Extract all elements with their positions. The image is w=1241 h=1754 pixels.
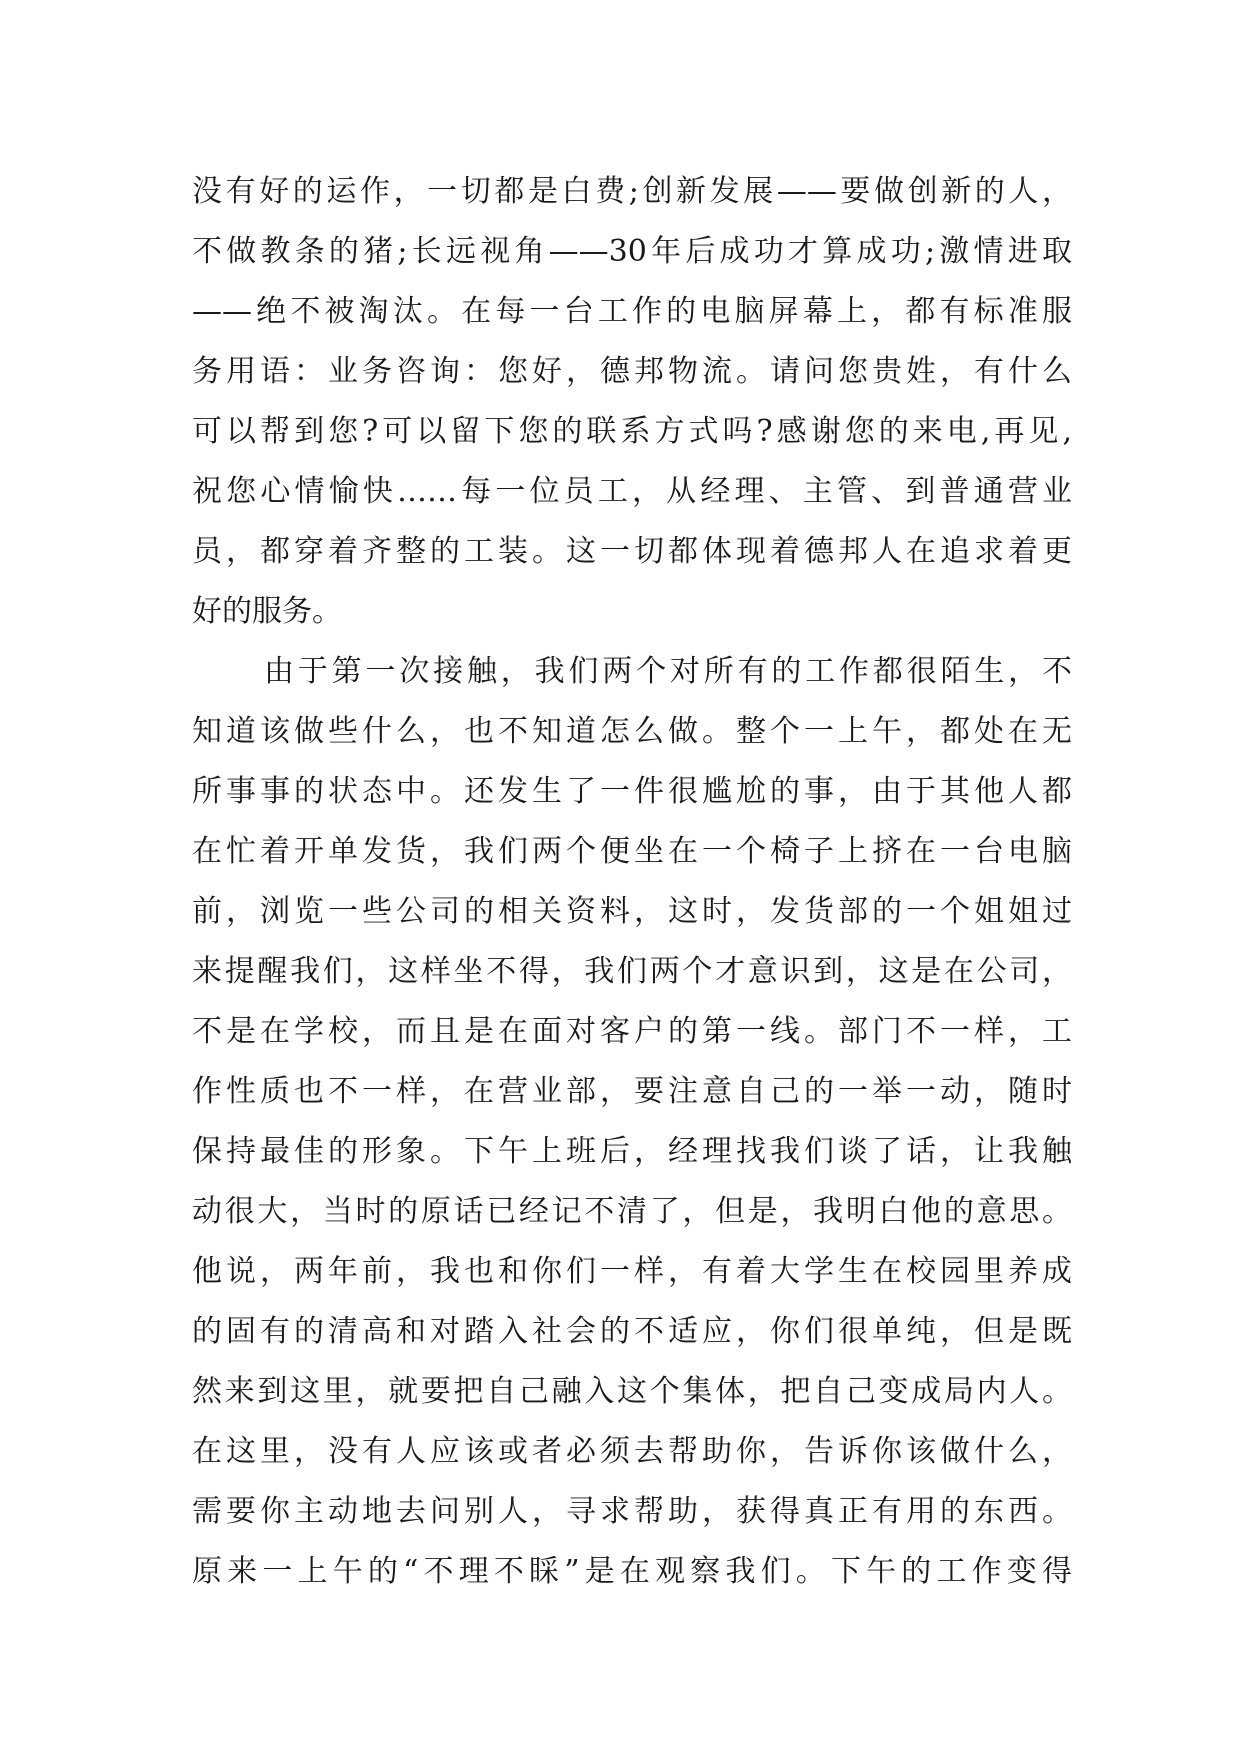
paragraph-1 — [192, 162, 1072, 642]
text-line: 不是在学校，而且是在面对客户的第一线。部门不一样，工 — [192, 1014, 1072, 1049]
text-line: 需要你主动地去问别人，寻求帮助，获得真正有用的东西。 — [192, 1494, 1072, 1529]
text-line: 的固有的清高和对踏入社会的不适应，你们很单纯，但是既 — [192, 1314, 1072, 1349]
text-line: 前，浏览一些公司的相关资料，这时，发货部的一个姐姐过 — [192, 894, 1072, 929]
text-line: 在这里，没有人应该或者必须去帮助你，告诉你该做什么， — [192, 1434, 1072, 1469]
text-line: 作性质也不一样，在营业部，要注意自己的一举一动，随时 — [192, 1074, 1072, 1109]
text-line: 没有好的运作，一切都是白费;创新发展——要做创新的人， — [192, 174, 1072, 209]
text-line: 在忙着开单发货，我们两个便坐在一个椅子上挤在一台电脑 — [192, 834, 1072, 869]
text-line: 保持最佳的形象。下午上班后，经理找我们谈了话，让我触 — [192, 1134, 1072, 1169]
text-line: 来提醒我们，这样坐不得，我们两个才意识到，这是在公司， — [192, 954, 1072, 989]
text-line: 祝您心情愉快……每一位员工，从经理、主管、到普通营业 — [192, 474, 1072, 509]
text-line: 他说，两年前，我也和你们一样，有着大学生在校园里养成 — [192, 1254, 1072, 1289]
body-text — [192, 162, 1072, 1602]
text-line: 不做教条的猪;长远视角——30年后成功才算成功;激情进取 — [192, 234, 1072, 269]
text-line: 好的服务。 — [192, 594, 342, 629]
text-line: 务用语：业务咨询：您好，德邦物流。请问您贵姓，有什么 — [192, 354, 1072, 389]
text-line: 可以帮到您?可以留下您的联系方式吗?感谢您的来电,再见, — [192, 414, 1072, 449]
text-line: 由于第一次接触，我们两个对所有的工作都很陌生，不 — [264, 654, 1072, 689]
text-line: 所事事的状态中。还发生了一件很尴尬的事，由于其他人都 — [192, 774, 1072, 809]
text-line: 原来一上午的“不理不睬”是在观察我们。下午的工作变得 — [192, 1554, 1072, 1589]
text-line: 员，都穿着齐整的工装。这一切都体现着德邦人在追求着更 — [192, 534, 1072, 569]
text-line: 动很大，当时的原话已经记不清了，但是，我明白他的意思。 — [192, 1194, 1072, 1229]
text-line: 然来到这里，就要把自己融入这个集体，把自己变成局内人。 — [192, 1374, 1072, 1409]
text-line: ——绝不被淘汰。在每一台工作的电脑屏幕上，都有标准服 — [192, 294, 1072, 329]
text-line: 知道该做些什么，也不知道怎么做。整个一上午，都处在无 — [192, 714, 1072, 749]
paragraph-2 — [192, 642, 1072, 1602]
